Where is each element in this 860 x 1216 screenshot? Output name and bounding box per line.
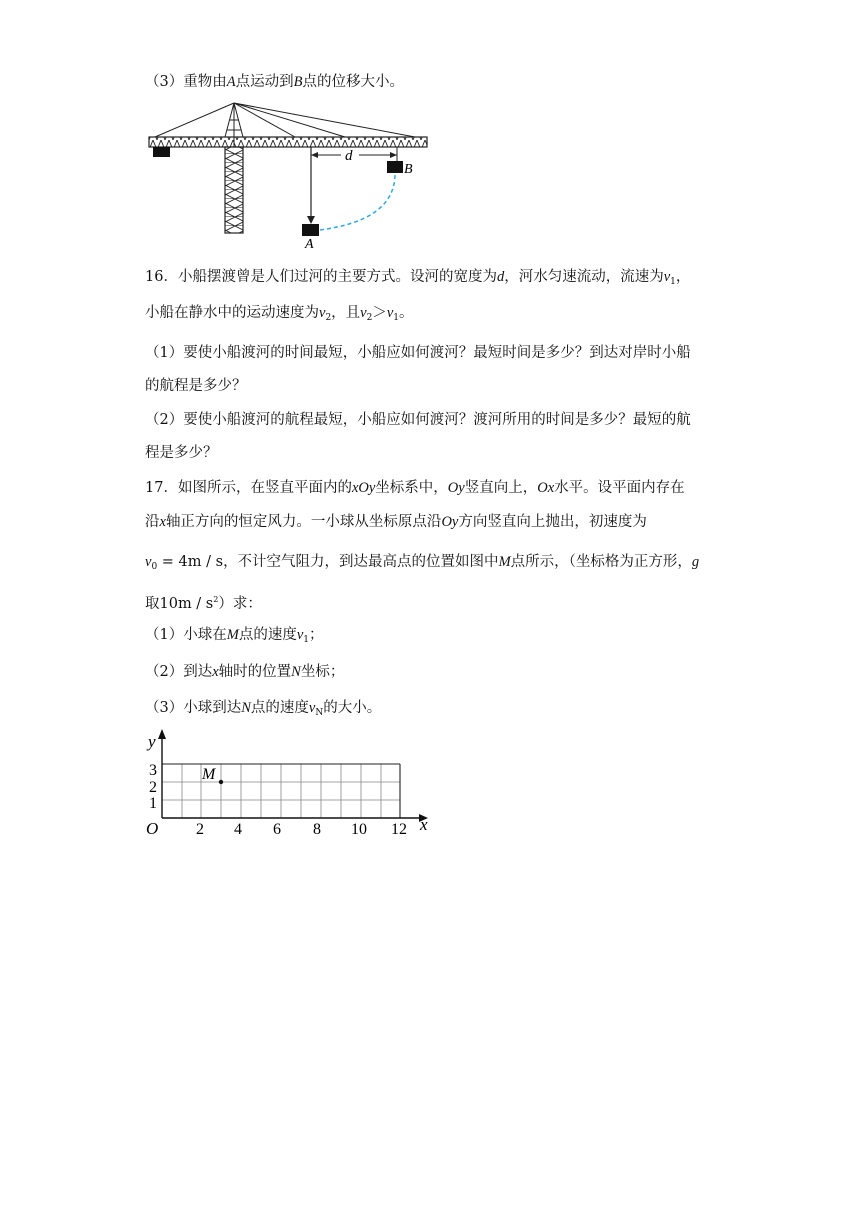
label-d: d — [345, 148, 353, 164]
q17-part1: （1）小球在M点的速度$v_1$； — [145, 627, 324, 645]
q17-part3: （3）小球到达N点的速度$v_N$的大小。 — [145, 700, 382, 718]
point-m-label: M — [202, 766, 216, 783]
y-tick: 2 — [149, 779, 157, 796]
q16-part1-line2: 的航程是多少？ — [145, 378, 247, 394]
q17-line1: 17．如图所示，在竖直平面内的xOy坐标系中，Oy竖直向上，Ox水平。设平面内存在 — [145, 480, 685, 496]
x-tick: 8 — [313, 821, 321, 838]
q17-part2: （2）到达x轴时的位置N坐标； — [145, 664, 345, 680]
x-tick: 2 — [196, 821, 204, 838]
y-tick: 1 — [149, 795, 157, 812]
q16-part2-line1: （2）要使小船渡河的航程最短，小船应如何渡河？渡河所用的时间是多少？最短的航 — [145, 412, 691, 428]
q17-line3: $v_0 = 4m / s$，不计空气阻力，到达最高点的位置如图中M点所示，（坐标格为正方形，g — [145, 554, 700, 572]
q17-line2: 沿x轴正方向的恒定风力。一小球从坐标原点沿Oy方向竖直向上抛出，初速度为 — [145, 514, 647, 530]
label-b: B — [404, 162, 413, 177]
q16-line2: 小船在静水中的运动速度为$v_2$，且$v_2>v_1$。 — [145, 305, 414, 323]
q17-line4: 取$10m / s^2$）求： — [145, 595, 262, 612]
origin-label: O — [146, 819, 159, 838]
point-m — [219, 780, 223, 784]
q15-part3: （3）重物由A点运动到B点的位移大小。 — [145, 74, 404, 90]
q16-part1-line1: （1）要使小船渡河的时间最短，小船应如何渡河？最短时间是多少？到达对岸时小船 — [145, 345, 691, 361]
x-tick: 4 — [234, 821, 242, 838]
y-axis-label: y — [148, 732, 156, 751]
x-tick: 6 — [273, 821, 281, 838]
crane-figure — [145, 100, 435, 250]
q16-line1: 16．小船摆渡曾是人们过河的主要方式。设河的宽度为d，河水匀速流动，流速为$v_1$， — [145, 269, 691, 287]
q16-part2-line2: 程是多少？ — [145, 445, 218, 461]
y-tick: 3 — [149, 762, 157, 779]
x-axis-label: x — [420, 815, 428, 834]
coordinate-grid-figure — [140, 728, 440, 840]
x-tick: 12 — [391, 821, 407, 838]
x-tick: 10 — [351, 821, 367, 838]
label-a: A — [305, 237, 314, 250]
